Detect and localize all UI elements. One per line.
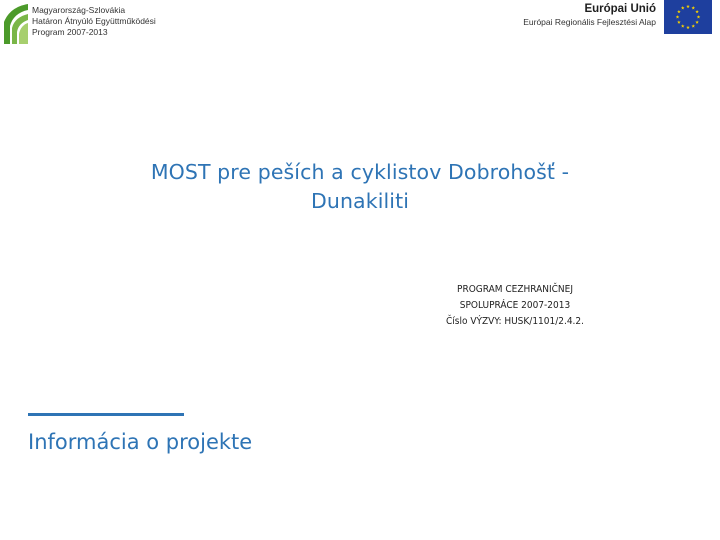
- call-number: Číslo VÝZVY: HUSK/1101/2.4.2.: [445, 316, 584, 327]
- eu-flag-icon: [664, 0, 712, 34]
- program-line-1: PROGRAM CEZHRANIČNEJ: [457, 284, 573, 295]
- section-divider: [28, 413, 184, 416]
- program-logo-line-1: Magyarország-Szlovákia: [32, 5, 126, 15]
- eu-subtitle: Európai Regionális Fejlesztési Alap: [523, 17, 656, 27]
- section-heading: Informácia o projekte: [28, 430, 253, 454]
- program-emblem-icon: [2, 2, 30, 46]
- slide-title-line-1: MOST pre peších a cyklistov Dobrohošť -: [150, 160, 570, 184]
- program-logo-line-3: Program 2007-2013: [32, 27, 108, 37]
- eu-title: Európai Unió: [584, 3, 656, 15]
- program-line-2: SPOLUPRÁCE 2007-2013: [459, 300, 571, 311]
- slide-title-line-2: Dunakiliti: [310, 189, 410, 213]
- program-info: [410, 282, 620, 330]
- program-logo: [2, 2, 162, 46]
- slide-title: [90, 158, 630, 216]
- program-logo-line-2: Határon Átnyúló Együttműködési: [32, 16, 156, 26]
